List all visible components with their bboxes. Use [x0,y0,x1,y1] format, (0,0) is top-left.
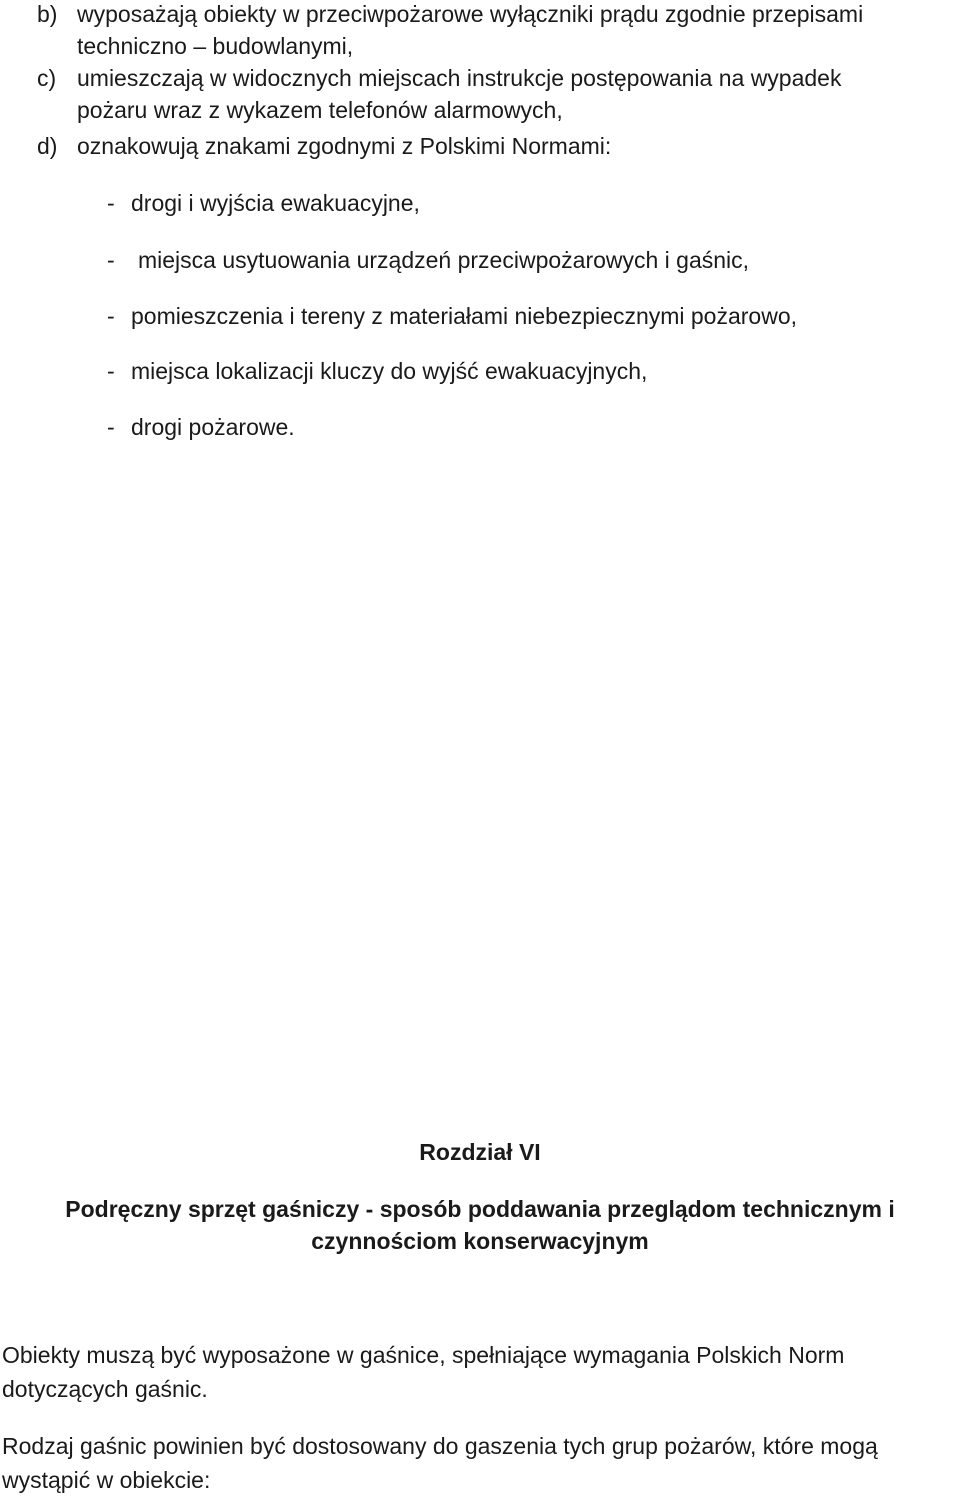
list-label-c: c) [37,65,57,91]
sub-list-item-text: pomieszczenia i tereny z materiałami niebezpiecznymi pożarowo, [131,303,798,329]
sub-list-item [107,302,797,330]
dash-bullet: - [107,414,115,440]
sub-list-item-text: miejsca usytuowania urządzeń przeciwpożarowych i gaśnic, [138,247,750,273]
sub-list-item-text: drogi i wyjścia ewakuacyjne, [131,190,420,216]
list-item-d [37,132,611,160]
list-item-c-continuation: pożaru wraz z wykazem telefonów alarmowych, [77,97,563,123]
list-item-b-continuation: techniczno – budowlanymi, [77,33,354,59]
list-item-c-text: umieszczają w widocznych miejscach instrukcje postępowania na wypadek [77,65,842,91]
list-item-d-text: oznakowują znakami zgodnymi z Polskimi Normami: [77,133,612,159]
sub-list-item [107,413,295,441]
dash-bullet: - [107,358,115,384]
sub-list-item-text: drogi pożarowe. [131,414,295,440]
chapter-title: Rozdział VI [419,1139,541,1165]
sub-list-item-text: miejsca lokalizacji kluczy do wyjść ewakuacyjnych, [131,358,648,384]
sub-list-item [107,189,420,217]
chapter-subtitle-line1: Podręczny sprzęt gaśniczy - sposób poddawania przeglądom technicznym i [65,1196,895,1222]
dash-bullet: - [107,190,115,216]
list-item-c [37,64,841,92]
sub-list-item [107,246,749,274]
list-item-b [37,0,863,28]
body-paragraph: Rodzaj gaśnic powinien być dostosowany do gaszenia tych grup pożarów, które mogą wystąpić w obiekcie: [2,1433,878,1493]
list-item-b-text: wyposażają obiekty w przeciwpożarowe wyłączniki prądu zgodnie przepisami [77,1,864,27]
chapter-subtitle-line2: czynnościom konserwacyjnym [311,1228,649,1254]
sub-list-item [107,357,647,385]
list-label-d: d) [37,133,58,159]
body-paragraph: Obiekty muszą być wyposażone w gaśnice, spełniające wymagania Polskich Norm dotyczących gaśnic. [2,1342,845,1402]
dash-bullet: - [107,303,115,329]
dash-bullet: - [107,247,115,273]
list-label-b: b) [37,1,58,27]
